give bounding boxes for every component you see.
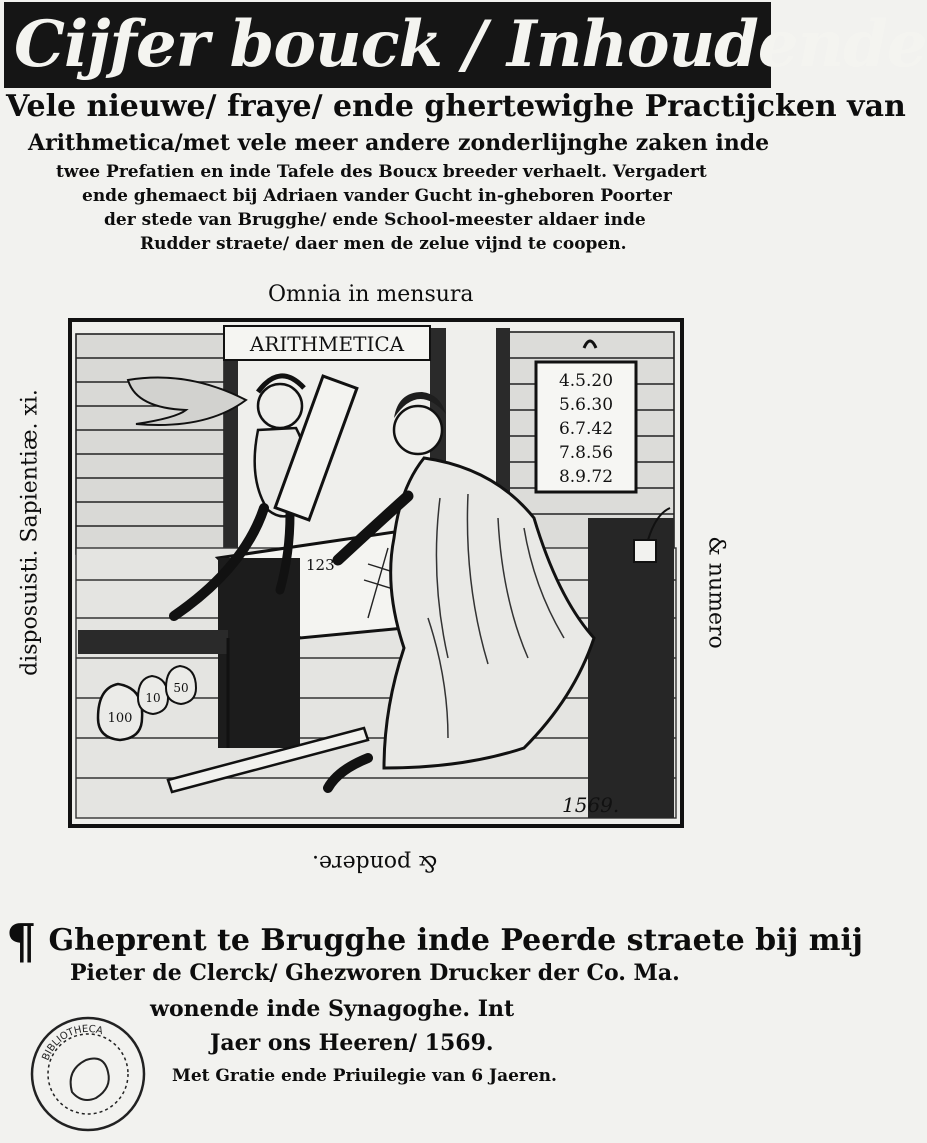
pilcrow-mark: ¶: [6, 914, 37, 970]
book-title: Cijfer bouck / Inhoudende: [4, 2, 771, 88]
subtitle-line-3: twee Prefatien en inde Tafele des Boucx breeder verhaelt. Vergadert: [56, 162, 707, 182]
colophon-line-5: Met Gratie ende Priuilegie van 6 Jaeren.: [172, 1066, 557, 1086]
arithmetica-woodcut: [68, 318, 684, 828]
svg-text:BIBLIOTHECA: [41, 1024, 105, 1062]
tablet-row-5: 8.9.72: [558, 467, 614, 487]
banner-label: ARITHMETICA: [249, 332, 405, 356]
library-stamp: [26, 1012, 150, 1136]
colophon-line-2: Pieter de Clerck/ Ghezworen Drucker der Co. Ma.: [70, 960, 680, 986]
tablet-row-1: 4.5.20: [558, 371, 614, 391]
motto-right: & numero: [703, 536, 729, 649]
colophon-line-4: Jaer ons Heeren/ 1569.: [210, 1030, 494, 1056]
tablet-row-4: 7.8.56: [558, 443, 614, 463]
motto-bottom: & pondere.: [312, 850, 438, 875]
subtitle-line-5: der stede van Brugghe/ ende School-meester aldaer inde: [104, 210, 646, 230]
subtitle-line-1: Vele nieuwe/ fraye/ ende ghertewighe Practijcken van: [6, 89, 906, 124]
stamp-text: BIBLIOTHECA: [40, 1023, 104, 1063]
colophon-line-1-text: Gheprent te Brugghe inde Peerde straete bij mij: [48, 923, 863, 958]
woodcut-date: 1569.: [562, 793, 620, 817]
board-numbers: 123: [306, 556, 335, 574]
subtitle-line-4: ende ghemaect bij Adriaen vander Gucht in-gheboren Poorter: [82, 186, 672, 206]
subtitle-line-2: Arithmetica/met vele meer andere zonderlijnghe zaken inde: [28, 130, 770, 156]
tablet-row-3: 6.7.42: [558, 419, 614, 439]
motto-top: Omnia in mensura: [268, 282, 474, 307]
weight-50: 50: [173, 681, 189, 695]
multiplication-tablet: [536, 341, 636, 492]
colophon-line-3: wonende inde Synagoghe. Int: [150, 996, 515, 1022]
motto-left: disposuisti. Sapientiæ. xi.: [17, 389, 43, 676]
weight-10: 10: [145, 691, 161, 705]
weight-100: 100: [107, 711, 133, 726]
banner: [224, 326, 430, 360]
tablet-row-2: 5.6.30: [558, 395, 614, 415]
subtitle-line-6: Rudder straete/ daer men de zelue vijnd te coopen.: [140, 234, 627, 254]
